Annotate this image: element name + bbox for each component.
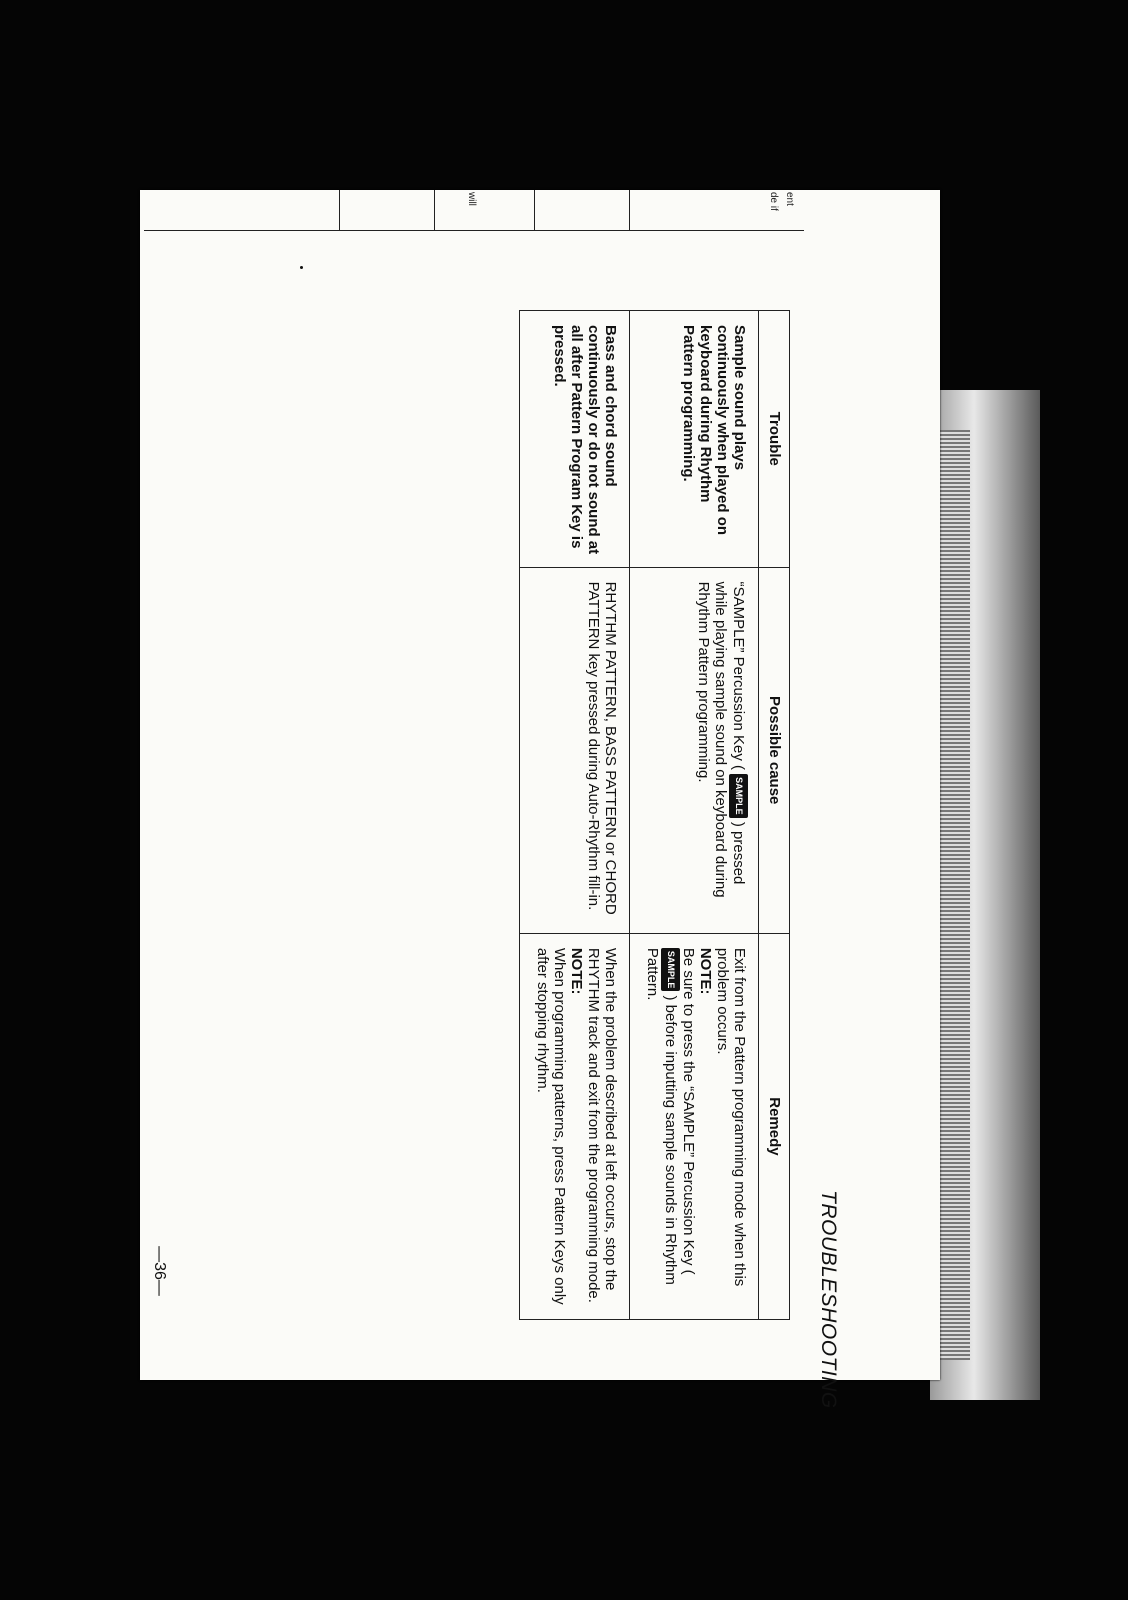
- previous-page-fragment: de if: [768, 192, 779, 211]
- previous-page-cell: [434, 190, 535, 230]
- note-text: Be sure to press the “SAMPLE” Percussion Key (: [680, 947, 697, 1275]
- header-remedy: Remedy: [759, 933, 790, 1319]
- page-title: TROUBLESHOOTING: [817, 1190, 840, 1409]
- note-label: NOTE:: [568, 947, 585, 995]
- trouble-cell: Sample sound plays continuously when played on keyboard during Rhythm Pattern programming.: [630, 311, 759, 568]
- table-row: [520, 311, 630, 1320]
- cause-cell: [630, 567, 759, 933]
- previous-page-cell: [339, 190, 435, 230]
- cause-cell: RHYTHM PATTERN, BASS PATTERN or CHORD PATTERN key pressed during Auto-Rhythm fill-in.: [520, 567, 630, 933]
- table-header-row: [759, 311, 790, 1320]
- remedy-cell: [520, 933, 630, 1319]
- rotated-page-content: [300, 310, 840, 1540]
- previous-page-table-strip: [144, 190, 804, 231]
- previous-page-cell: [629, 190, 770, 230]
- note-label: NOTE:: [697, 947, 714, 995]
- note-text-cont: ) before inputting sample sounds in Rhythm Pattern.: [644, 947, 679, 1285]
- remedy-cell: [630, 933, 759, 1319]
- table-row: [630, 311, 759, 1320]
- remedy-text: Exit from the Pattern programming mode when this problem occurs.: [714, 947, 748, 1287]
- header-possible-cause: Possible cause: [759, 567, 790, 933]
- previous-page-fragment: ent: [784, 192, 795, 206]
- ink-speck: [300, 266, 303, 269]
- sample-key-badge: SAMPLE: [661, 948, 680, 992]
- troubleshooting-table: [519, 310, 790, 1320]
- page-stack-edge: [940, 430, 970, 1360]
- page-number: —36—: [150, 1246, 168, 1296]
- cause-text: “SAMPLE” Percussion Key (: [730, 581, 747, 770]
- previous-page-cell: [534, 190, 630, 230]
- remedy-text: When the problem described at left occurs, stop the RHYTHM track and exit from the programming mode.: [585, 947, 619, 1303]
- header-trouble: Trouble: [759, 311, 790, 568]
- trouble-cell: Bass and chord sound continuously or do not sound at all after Pattern Program Key is pressed.: [520, 311, 630, 568]
- sample-key-badge: SAMPLE: [729, 774, 748, 818]
- note-text: When programming patterns, press Pattern Keys only after stopping rhythm.: [534, 947, 568, 1305]
- previous-page-fragment: will: [466, 192, 477, 206]
- cause-text-cont: ) pressed while playing sample sound on keyboard during Rhythm Pattern programming.: [695, 581, 747, 898]
